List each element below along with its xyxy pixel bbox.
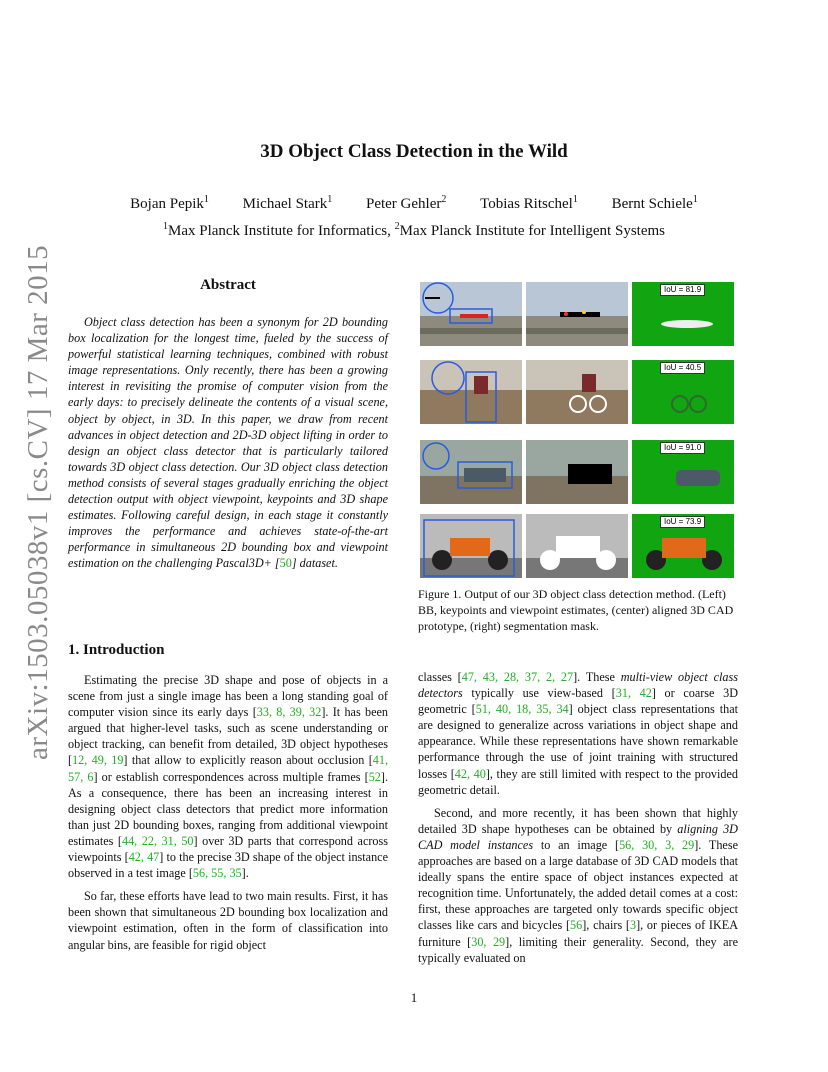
paragraph: classes [47, 43, 28, 37, 2, 27]. These multi-view object class detectors typically use view-based [31, 42] or coarse 3D geometric [51, 40, 18, 35, 34] object class representations that are designed to generalize across variations in object shape and appearance. While these representations have shown remarkable performance through the use of joint training with structured losses [42, 40], they are still limited with respect to the provided geometric detail. xyxy=(418,670,739,797)
citation-link[interactable]: 42, 47 xyxy=(128,850,160,865)
author: Tobias Ritschel$^1$ xyxy=(480,194,578,212)
figure-cell-detection xyxy=(420,440,522,504)
author-list xyxy=(0,194,828,213)
abstract-text: Object class detection has been a synonym for 2D bounding box localization for the longest time, fueled by the success of powerful statistical learning techniques, combined with robust image representations. Only recently, there has been a growing interest in revisiting the promise of computer vision from the early days: to precisely delineate the contents of a visual scene, object by object, in 3D. In this paper, we draw from recent advances in object detection and 2D-3D object lifting in order to design an object class detector that is particularly tailored towards 3D object class detection. Our 3D object class detection method consists of several stages gradually enriching the object detection output with object viewpoint, keypoints and 3D shape estimates. Following careful design, in each stage it constantly improves the performance and achieves state-of-the-art performance in simultaneous 2D bounding box and viewpoint estimation on the challenging Pascal3D+ [50] dataset. xyxy=(68,315,388,571)
figure-cell-cad xyxy=(526,360,628,424)
page-number: 1 xyxy=(410,990,418,1005)
abstract-heading: Abstract xyxy=(200,277,256,293)
citation-link[interactable]: 56, 55, 35 xyxy=(192,866,242,881)
figure-cell-cad xyxy=(526,440,628,504)
section-heading: 1. Introduction xyxy=(68,642,165,658)
figure-cell-detection xyxy=(420,514,522,578)
citation-link[interactable]: 41, 57, 6 xyxy=(68,753,389,784)
paper-title: 3D Object Class Detection in the Wild xyxy=(260,141,568,162)
iou-label: IoU = 81.9 xyxy=(660,284,705,296)
paragraph: So far, these efforts have lead to two main results. First, it has been shown that simultaneous 2D bounding box localization and viewpoint estimation, often in the form of classification into angular bins, are feasible for rigid object xyxy=(68,889,388,952)
author: Bernt Schiele$^1$ xyxy=(611,194,698,212)
citation-link[interactable]: 56, 30, 3, 29 xyxy=(619,837,695,852)
iou-label: IoU = 40.5 xyxy=(660,362,705,374)
figure-cell-segmentation xyxy=(632,440,734,504)
citation-link[interactable]: 3 xyxy=(629,918,637,933)
figure-cell-segmentation xyxy=(632,360,734,424)
paragraph: Second, and more recently, it has been shown that highly detailed 3D shape hypotheses can be obtained by aligning 3D CAD model instances to an image [56, 30, 3, 29]. These approaches are based on a large database of 3D CAD models that ideally spans the entire space of object instances expected at recognition time. Unfortunately, the added detail comes at a cost: first, these approaches are targeted only towards specific object classes like cars and bicycles [56], chairs [3], or pieces of IKEA furniture [30, 29], limiting their generality. Second, they are typically evaluated on xyxy=(418,805,739,965)
affiliations: $^1$Max Planck Institute for Informatics, $^2$Max Planck Institute for Intelligent Systems xyxy=(162,221,665,239)
citation-link[interactable]: 52 xyxy=(368,769,381,784)
iou-label: IoU = 91.0 xyxy=(660,442,705,454)
right-column xyxy=(418,669,738,973)
figure-cell-detection xyxy=(420,360,522,424)
figure-cell-segmentation xyxy=(632,514,734,578)
figure-cell-cad xyxy=(526,282,628,346)
arxiv-stamp: arXiv:1503.05038v1 [cs.CV] 17 Mar 2015 xyxy=(22,244,54,760)
citation-link[interactable]: 33, 8, 39, 32 xyxy=(256,705,322,720)
citation-link[interactable]: 50 xyxy=(279,556,292,571)
author: Michael Stark$^1$ xyxy=(242,194,333,212)
paragraph: Estimating the precise 3D shape and pose of objects in a scene from just a single image has been a long standing goal of computer vision since its early days [33, 8, 39, 32]. It has been argued that higher-level tasks, such as scene understanding or object tracking, can benefit from detailed, 3D object hypotheses [12, 49, 19] that allow to explicitly reason about occlusion [41, 57, 6] or establish correspondences across multiple frames [52]. As a consequence, there has been an increasing interest in designing object class detectors that predict more information than just 2D bounding boxes, ranging from additional viewpoint estimates [44, 22, 31, 50] over 3D parts that correspond across viewpoints [42, 47] to the precise 3D shape of the object instance observed in a test image [56, 55, 35]. xyxy=(68,673,389,881)
left-column xyxy=(68,672,388,960)
citation-link[interactable]: 42, 40 xyxy=(454,766,486,781)
citation-link[interactable]: 12, 49, 19 xyxy=(72,753,124,768)
figure-cell-detection xyxy=(420,282,522,346)
figure-caption: Figure 1. Output of our 3D object class detection method. (Left) BB, keypoints and viewpoint estimates, (center) aligned 3D CAD prototype, (right) segmentation mask. xyxy=(418,587,734,633)
citation-link[interactable]: 47, 43, 28, 37, 2, 27 xyxy=(461,670,574,684)
author: Peter Gehler$^2$ xyxy=(365,194,447,212)
citation-link[interactable]: 31, 42 xyxy=(615,686,652,701)
figure-cell-segmentation xyxy=(632,282,734,346)
figure-cell-cad xyxy=(526,514,628,578)
author: Bojan Pepik$^1$ xyxy=(130,194,209,212)
citation-link[interactable]: 44, 22, 31, 50 xyxy=(121,833,194,848)
citation-link[interactable]: 30, 29 xyxy=(471,934,506,949)
iou-label: IoU = 73.9 xyxy=(660,516,705,528)
citation-link[interactable]: 51, 40, 18, 35, 34 xyxy=(475,702,569,717)
figure-1 xyxy=(420,282,736,580)
citation-link[interactable]: 56 xyxy=(570,918,583,933)
